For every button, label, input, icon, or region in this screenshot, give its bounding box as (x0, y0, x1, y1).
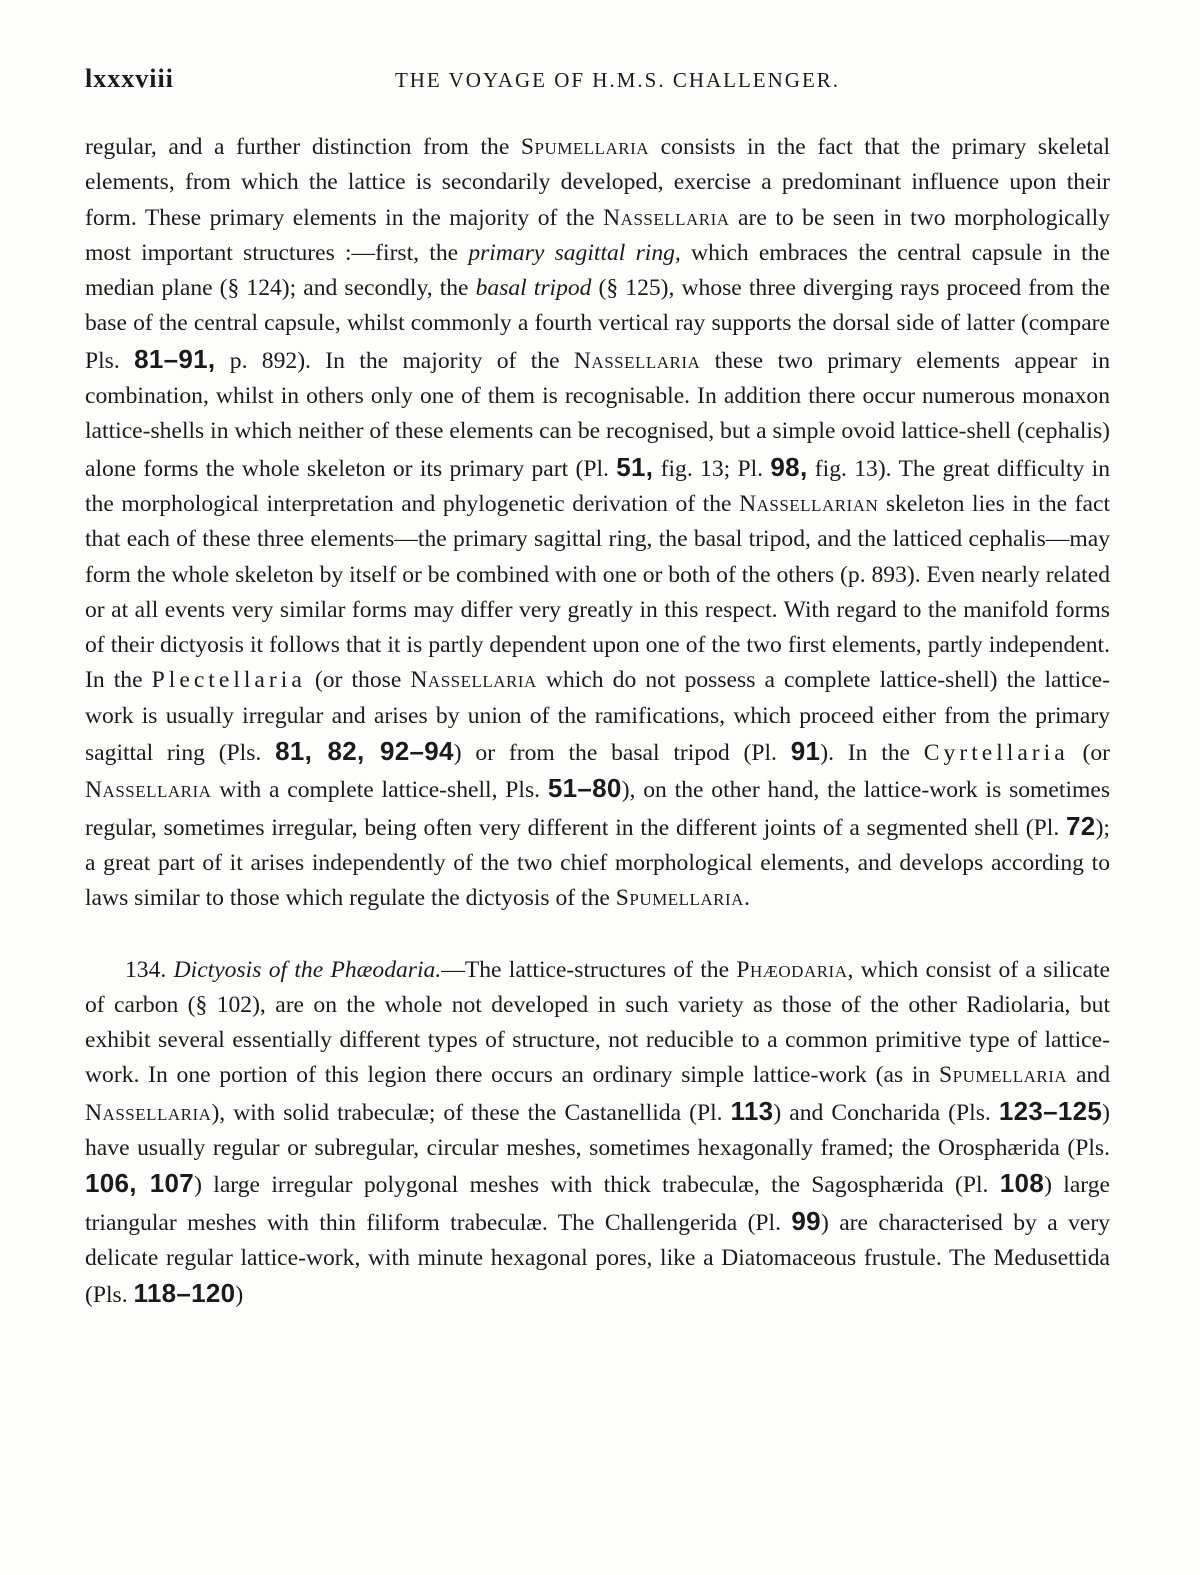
text-span: (§ 125), whose three diverging rays proceed from the base of the central capsule, whilst commonly a fourth vertical ray supports the dorsal side of latter (compare Pls. (85, 275, 1110, 374)
spaced-term: Cyrtellaria (923, 740, 1069, 767)
text-span: these two primary elements appear in combination, whilst in others only one of them is recognisable. In addition there occur numerous monaxon lattice-shells in which neither of these elements can be recognised, but a simple ovoid lattice-shell (cephalis) alone forms the whole skeleton or its primary part (Pl. (85, 347, 1110, 482)
section-heading: Dictyosis of the Phæodaria. (173, 956, 442, 983)
text-span: (or (1068, 740, 1110, 767)
text-span: skeleton lies in the fact that each of these three elements—the primary sagittal ring, the basal tripod, and the latticed cephalis—may form the whole skeleton by itself or be combined with one or both of the others (p. 893). Even nearly related or at all events very similar forms may differ very greatly in this respect. With regard to the manifold forms of their dictyosis it follows that it is partly dependent upon one of the two first elements, partly independent. In the (85, 490, 1111, 694)
text-span: ) are characterised by a very delicate regular lattice-work, with minute hexagonal pores, like a Diatomaceous frustule. The Medusettida (Pls. (85, 1209, 1110, 1309)
text-span: ) and Concharida (Pls. (773, 1099, 999, 1126)
running-title: THE VOYAGE OF H.M.S. CHALLENGER. (394, 68, 841, 92)
text-span: are to be seen in two morphologically most important structures :—first, the (85, 204, 1110, 266)
text-span: ); a great part of it arises independently of the two chief morphological elements, and develops according to laws similar to those which regulate the dictyosis of the (85, 814, 1110, 912)
text-span: ). In the (820, 740, 924, 767)
plate-reference: 81, 82, 92–94 (275, 736, 454, 767)
text-span: ) have usually regular or subregular, circular meshes, sometimes hexagonally framed; the Orosphærida (Pls. (85, 1099, 1110, 1162)
text-span: consists in the fact that the primary skeletal elements, from which the lattice is secondarily developed, exercise a predominant influence upon their form. These primary elements in the majority of the (85, 134, 1110, 231)
italic-term: primary sagittal ring, (468, 239, 681, 266)
plate-reference: 113 (730, 1095, 774, 1126)
taxon-name: Spumellaria (520, 134, 650, 160)
text-span: , which consist of a silicate of carbon (§ 102), are on the whole not developed in such variety as those of the other Radiolaria, but exhibit several essentially different types of structure, not reducible to a common primitive type of lattice-work. In one portion of this legion there occurs an ordinary simple lattice-work (as in (85, 956, 1110, 1089)
plate-reference: 51, (616, 451, 654, 482)
body-text (85, 130, 1110, 1314)
section-number: 134. (125, 956, 174, 983)
plate-reference: 72 (1066, 810, 1096, 841)
taxon-name: Nassellaria (603, 204, 730, 231)
text-span: regular, and a further distinction from the (85, 134, 521, 160)
plate-reference: 91 (790, 736, 821, 767)
text-span: and (1067, 1062, 1111, 1089)
italic-term: basal tripod (475, 275, 592, 302)
text-span: ) large triangular meshes with thin filiform trabeculæ. The Challengerida (Pl. (85, 1172, 1111, 1236)
text-span: with a complete lattice-shell, Pls. (211, 777, 548, 804)
text-span: —The lattice-structures of the (441, 956, 737, 983)
paragraph-134-phaeodaria (85, 953, 1110, 1314)
page-number: lxxxviii (85, 64, 174, 93)
taxon-name: Nassellaria (410, 667, 537, 694)
spaced-term: Plectellaria (151, 667, 306, 694)
text-span: which embraces the central capsule in the median plane (§ 124); and secondly, the (85, 239, 1111, 302)
text-span: (or those (305, 667, 411, 694)
taxon-name: Nassellarian (739, 490, 879, 517)
paragraph-nassellaria-dictyosis (85, 130, 1110, 917)
running-head (85, 64, 1110, 104)
text-span: ) large irregular polygonal meshes with thick trabeculæ, the Sagosphærida (Pl. (194, 1172, 1000, 1199)
plate-reference: 81–91, (134, 343, 216, 374)
text-span: fig. 13). The great difficulty in the morphological interpretation and phylogenetic derivation of the (85, 455, 1110, 517)
taxon-name: Phæodaria (736, 956, 848, 983)
text-span: fig. 13; Pl. (653, 455, 771, 482)
plate-reference: 98, (770, 451, 808, 482)
taxon-name: Nassellaria (573, 347, 701, 374)
text-span: ), on the other hand, the lattice-work is sometimes regular, sometimes irregular, being often very different in the different joints of a segmented shell (Pl. (85, 777, 1110, 841)
text-span: . (743, 885, 750, 912)
text-span: ) (235, 1282, 244, 1309)
taxon-name: Spumellaria (939, 1062, 1068, 1089)
text-span: p. 892). In the majority of the (215, 347, 574, 374)
taxon-name: Spumellaria (615, 885, 744, 912)
text-span: which do not possess a complete lattice-shell) the lattice-work is usually irregular and arises by union of the ramifications, which proceed either from the primary sagittal ring (Pls. (85, 667, 1110, 767)
plate-reference: 123–125 (998, 1095, 1103, 1126)
plate-reference: 99 (791, 1205, 821, 1236)
taxon-name: Nassellaria (85, 777, 212, 804)
plate-reference: 106, 107 (85, 1168, 195, 1199)
text-span: ), with solid trabeculæ; of these the Castanellida (Pl. (211, 1099, 731, 1126)
taxon-name: Nassellaria (85, 1099, 212, 1126)
plate-reference: 118–120 (133, 1278, 236, 1309)
plate-reference: 108 (999, 1168, 1045, 1199)
plate-reference: 51–80 (547, 773, 622, 804)
text-span: ) or from the basal tripod (Pl. (453, 740, 791, 767)
